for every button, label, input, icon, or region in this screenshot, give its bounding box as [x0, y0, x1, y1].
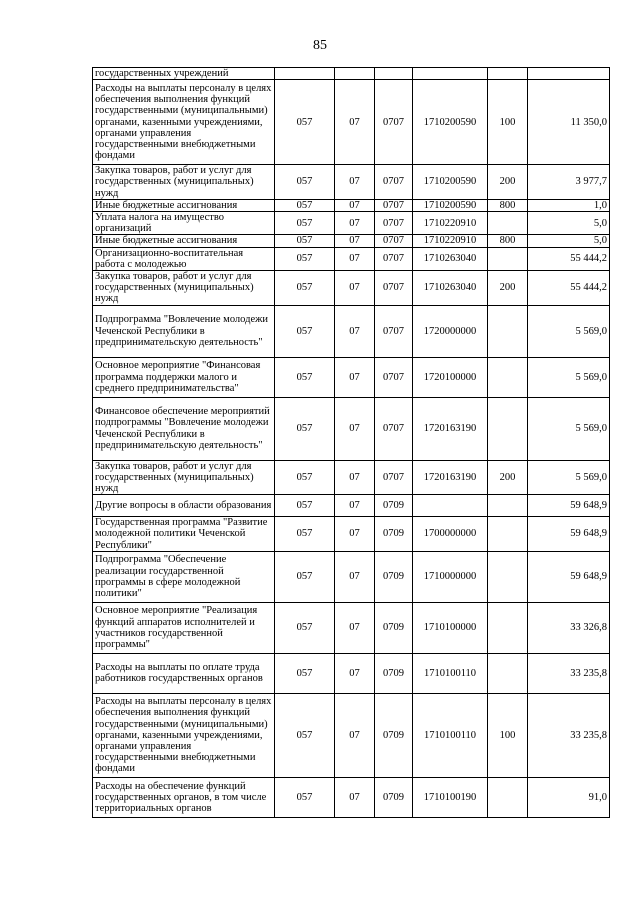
table-row	[93, 271, 610, 306]
row-ministry-code: 057	[275, 80, 335, 165]
row-name: Основное мероприятие "Финансовая программа поддержки малого и среднего предпринимательства"	[93, 357, 275, 397]
row-subsection: 0707	[375, 247, 413, 270]
row-subsection: 0707	[375, 460, 413, 495]
row-ministry-code: 057	[275, 517, 335, 552]
row-subsection: 0709	[375, 551, 413, 602]
row-subsection: 0707	[375, 271, 413, 306]
row-name: Закупка товаров, работ и услуг для государственных (муниципальных) нужд	[93, 460, 275, 495]
row-expense-type	[488, 551, 528, 602]
row-amount: 33 326,8	[528, 602, 610, 653]
row-name: Закупка товаров, работ и услуг для государственных (муниципальных) нужд	[93, 271, 275, 306]
row-subsection: 0709	[375, 653, 413, 693]
row-section: 07	[335, 693, 375, 777]
row-subsection: 0707	[375, 212, 413, 235]
row-name: Организационно-воспитательная работа с молодежью	[93, 247, 275, 270]
row-ministry-code: 057	[275, 551, 335, 602]
row-ministry-code: 057	[275, 460, 335, 495]
row-target-article: 1720100000	[413, 357, 488, 397]
row-section: 07	[335, 777, 375, 817]
row-ministry-code: 057	[275, 777, 335, 817]
budget-table	[92, 67, 610, 818]
row-target-article	[413, 68, 488, 80]
table-row	[93, 460, 610, 495]
row-ministry-code: 057	[275, 305, 335, 357]
table-row	[93, 357, 610, 397]
row-amount: 59 648,9	[528, 495, 610, 517]
row-subsection: 0707	[375, 199, 413, 211]
row-section: 07	[335, 357, 375, 397]
row-amount: 1,0	[528, 199, 610, 211]
row-amount: 11 350,0	[528, 80, 610, 165]
row-target-article: 1710100000	[413, 602, 488, 653]
row-ministry-code: 057	[275, 271, 335, 306]
row-ministry-code: 057	[275, 199, 335, 211]
row-expense-type: 200	[488, 165, 528, 200]
row-amount: 59 648,9	[528, 517, 610, 552]
row-section: 07	[335, 235, 375, 247]
row-target-article: 1710000000	[413, 551, 488, 602]
row-expense-type	[488, 68, 528, 80]
row-target-article: 1710220910	[413, 235, 488, 247]
row-name: Расходы на обеспечение функций государственных органов, в том числе территориальных органов	[93, 777, 275, 817]
row-expense-type	[488, 602, 528, 653]
row-ministry-code: 057	[275, 495, 335, 517]
row-name: Иные бюджетные ассигнования	[93, 199, 275, 211]
row-target-article: 1720163190	[413, 397, 488, 460]
row-name: государственных учреждений	[93, 68, 275, 80]
row-section: 07	[335, 165, 375, 200]
row-expense-type	[488, 777, 528, 817]
table-row	[93, 247, 610, 270]
table-row	[93, 777, 610, 817]
row-amount: 5 569,0	[528, 460, 610, 495]
table-row	[93, 653, 610, 693]
row-amount: 5 569,0	[528, 397, 610, 460]
row-section	[335, 68, 375, 80]
row-expense-type: 800	[488, 235, 528, 247]
row-section: 07	[335, 271, 375, 306]
row-expense-type	[488, 247, 528, 270]
row-target-article: 1710100110	[413, 653, 488, 693]
row-name: Другие вопросы в области образования	[93, 495, 275, 517]
row-name: Подпрограмма "Вовлечение молодежи Чеченской Республики в предпринимательскую деятельность"	[93, 305, 275, 357]
row-ministry-code: 057	[275, 397, 335, 460]
row-ministry-code: 057	[275, 693, 335, 777]
row-section: 07	[335, 247, 375, 270]
table-row	[93, 551, 610, 602]
row-ministry-code: 057	[275, 247, 335, 270]
row-target-article: 1700000000	[413, 517, 488, 552]
row-section: 07	[335, 460, 375, 495]
table-row	[93, 165, 610, 200]
row-target-article: 1720000000	[413, 305, 488, 357]
row-section: 07	[335, 517, 375, 552]
row-target-article: 1710200590	[413, 165, 488, 200]
row-expense-type: 200	[488, 460, 528, 495]
row-target-article: 1710263040	[413, 247, 488, 270]
row-expense-type	[488, 305, 528, 357]
row-subsection: 0709	[375, 495, 413, 517]
row-amount: 59 648,9	[528, 551, 610, 602]
table-row	[93, 212, 610, 235]
row-target-article	[413, 495, 488, 517]
row-subsection: 0707	[375, 165, 413, 200]
row-amount: 55 444,2	[528, 247, 610, 270]
row-section: 07	[335, 551, 375, 602]
row-amount: 91,0	[528, 777, 610, 817]
row-target-article: 1720163190	[413, 460, 488, 495]
row-amount: 5 569,0	[528, 357, 610, 397]
row-section: 07	[335, 495, 375, 517]
row-name: Расходы на выплаты персоналу в целях обеспечения выполнения функций государственными (муниципальными) органами, казенными учреждениями, органами управления государственными внебюджетными фондами	[93, 80, 275, 165]
row-name: Финансовое обеспечение мероприятий подпрограммы "Вовлечение молодежи Чеченской Республики в предпринимательскую деятельность"	[93, 397, 275, 460]
row-section: 07	[335, 653, 375, 693]
row-expense-type: 200	[488, 271, 528, 306]
row-expense-type	[488, 495, 528, 517]
row-expense-type	[488, 517, 528, 552]
row-target-article: 1710263040	[413, 271, 488, 306]
row-expense-type: 100	[488, 693, 528, 777]
row-amount: 5 569,0	[528, 305, 610, 357]
row-name: Закупка товаров, работ и услуг для государственных (муниципальных) нужд	[93, 165, 275, 200]
row-amount: 33 235,8	[528, 693, 610, 777]
table-row	[93, 397, 610, 460]
row-amount: 5,0	[528, 235, 610, 247]
row-target-article: 1710220910	[413, 212, 488, 235]
row-amount: 5,0	[528, 212, 610, 235]
table-row	[93, 68, 610, 80]
row-target-article: 1710200590	[413, 199, 488, 211]
row-subsection: 0709	[375, 777, 413, 817]
row-name: Основное мероприятие "Реализация функций аппаратов исполнителей и участников государственной программы"	[93, 602, 275, 653]
row-expense-type: 100	[488, 80, 528, 165]
row-section: 07	[335, 80, 375, 165]
row-expense-type	[488, 357, 528, 397]
row-ministry-code: 057	[275, 235, 335, 247]
row-name: Уплата налога на имущество организаций	[93, 212, 275, 235]
row-expense-type	[488, 397, 528, 460]
row-subsection: 0707	[375, 305, 413, 357]
row-ministry-code: 057	[275, 357, 335, 397]
row-target-article: 1710100190	[413, 777, 488, 817]
row-subsection: 0707	[375, 357, 413, 397]
row-subsection: 0707	[375, 80, 413, 165]
row-name: Подпрограмма "Обеспечение реализации государственной программы в сфере молодежной политики"	[93, 551, 275, 602]
row-ministry-code: 057	[275, 212, 335, 235]
row-subsection: 0707	[375, 397, 413, 460]
row-section: 07	[335, 212, 375, 235]
row-expense-type	[488, 212, 528, 235]
row-section: 07	[335, 602, 375, 653]
row-name: Расходы на выплаты по оплате труда работников государственных органов	[93, 653, 275, 693]
table-row	[93, 693, 610, 777]
table-row	[93, 517, 610, 552]
table-row	[93, 305, 610, 357]
row-ministry-code: 057	[275, 653, 335, 693]
row-amount: 55 444,2	[528, 271, 610, 306]
row-expense-type: 800	[488, 199, 528, 211]
row-name: Иные бюджетные ассигнования	[93, 235, 275, 247]
row-section: 07	[335, 305, 375, 357]
row-target-article: 1710100110	[413, 693, 488, 777]
row-amount	[528, 68, 610, 80]
row-amount: 3 977,7	[528, 165, 610, 200]
row-subsection: 0709	[375, 693, 413, 777]
page-number: 85	[313, 38, 327, 53]
row-ministry-code	[275, 68, 335, 80]
table-row	[93, 495, 610, 517]
table-row	[93, 602, 610, 653]
row-subsection: 0709	[375, 602, 413, 653]
row-ministry-code: 057	[275, 602, 335, 653]
row-section: 07	[335, 199, 375, 211]
row-subsection: 0707	[375, 235, 413, 247]
row-expense-type	[488, 653, 528, 693]
table-row	[93, 199, 610, 211]
row-ministry-code: 057	[275, 165, 335, 200]
table-row	[93, 80, 610, 165]
row-target-article: 1710200590	[413, 80, 488, 165]
row-subsection: 0709	[375, 517, 413, 552]
row-name: Расходы на выплаты персоналу в целях обеспечения выполнения функций государственными (муниципальными) органами, казенными учреждениями, органами управления государственными внебюджетными фондами	[93, 693, 275, 777]
row-name: Государственная программа "Развитие молодежной политики Чеченской Республики"	[93, 517, 275, 552]
table-row	[93, 235, 610, 247]
row-subsection	[375, 68, 413, 80]
row-section: 07	[335, 397, 375, 460]
row-amount: 33 235,8	[528, 653, 610, 693]
